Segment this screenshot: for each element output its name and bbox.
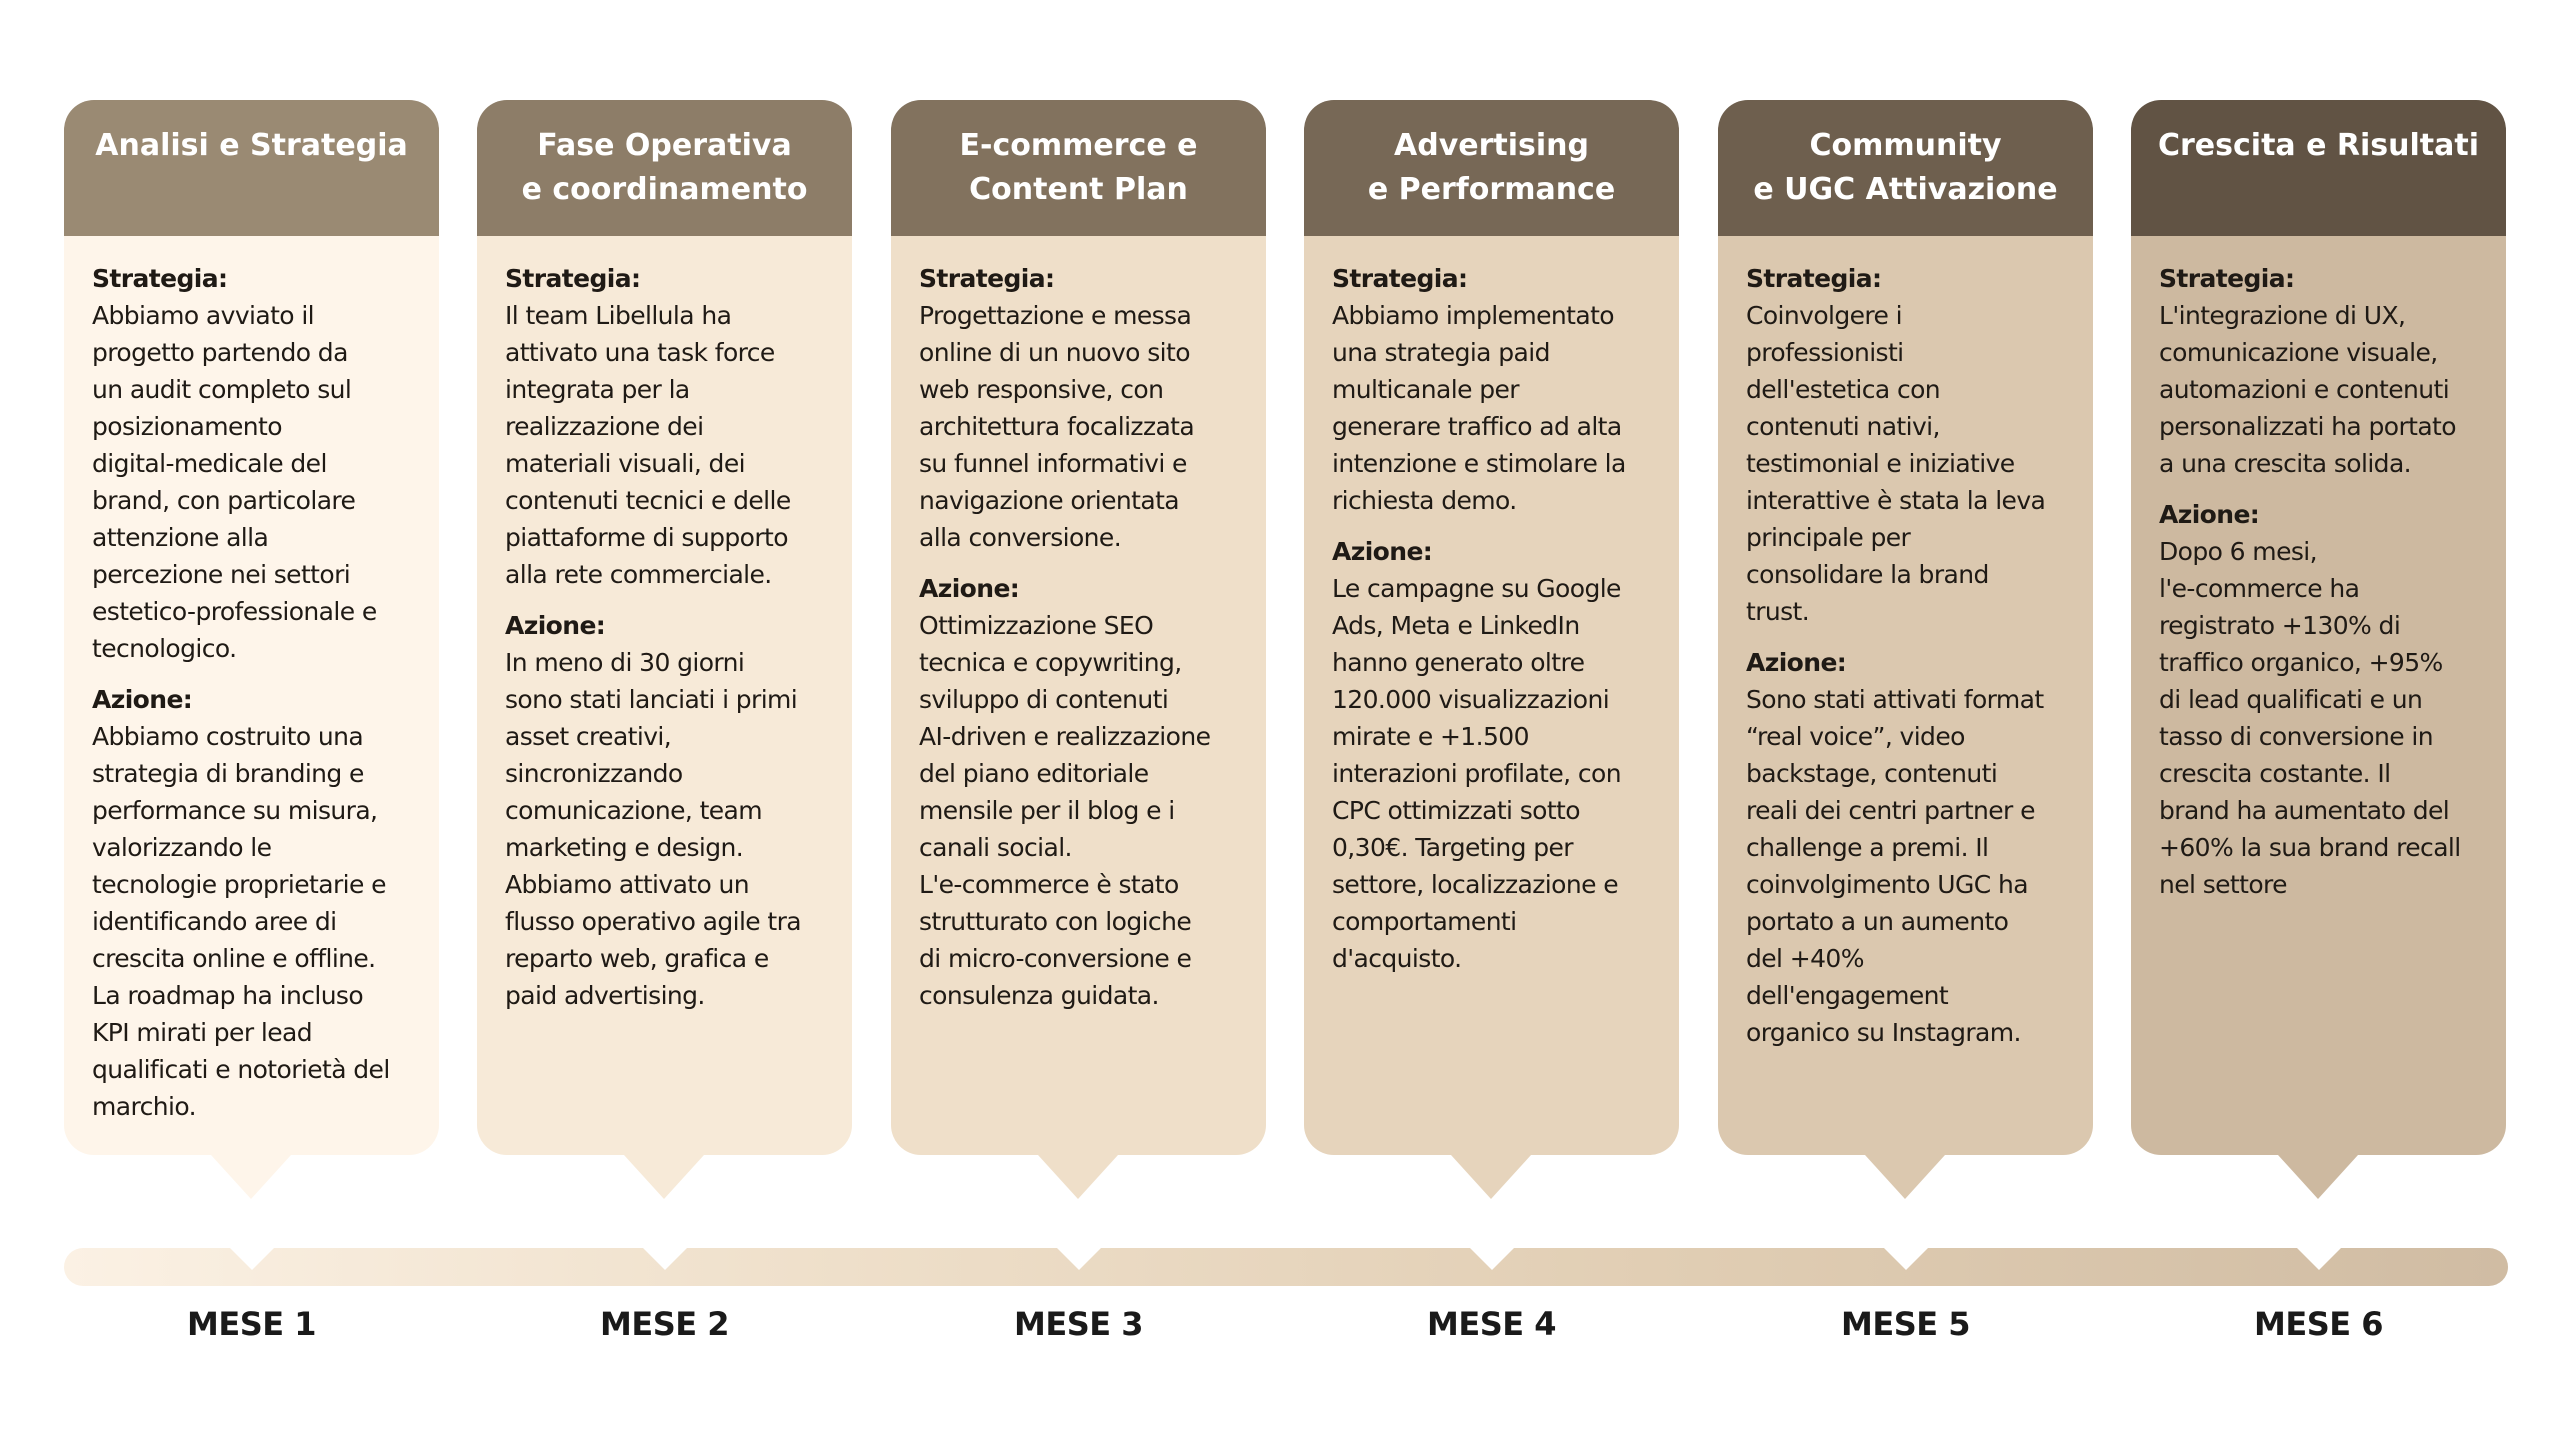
strategy-text: Il team Libellula ha attivato una task force integrata per la realizzazione dei materiali visuali, dei contenuti tecnici e delle piattaforme di supporto alla rete commerciale. xyxy=(505,301,791,589)
phase-card-title: Analisi e Strategia xyxy=(95,128,408,163)
timeline-notch-5 xyxy=(1884,1248,1928,1270)
phase-card-header xyxy=(2131,100,2506,236)
phase-card-content xyxy=(505,260,845,1014)
phase-card-header xyxy=(64,100,439,236)
phase-card-pointer xyxy=(1038,1155,1118,1199)
strategy-label: Strategia: xyxy=(919,264,1055,293)
strategy-label: Strategia: xyxy=(92,264,228,293)
phase-card-5 xyxy=(1718,100,2093,1155)
timeline-notch-3 xyxy=(1057,1248,1101,1270)
action-text: In meno di 30 giorni sono stati lanciati i primi asset creativi, sincronizzando comunicazione, team marketing e design. Abbiamo attivato un flusso operativo agile tra reparto web, grafica e paid advertising. xyxy=(505,648,802,1010)
action-label: Azione: xyxy=(1332,537,1433,566)
phase-card-title: E-commerce e Content Plan xyxy=(959,128,1198,207)
phase-card-content xyxy=(2159,260,2499,903)
strategy-text: Abbiamo implementato una strategia paid multicanale per generare traffico ad alta intenzione e stimolare la richiesta demo. xyxy=(1332,301,1626,515)
action-text: Sono stati attivati format “real voice”, video backstage, contenuti reali dei centri partner e challenge a premi. Il coinvolgimento UGC ha portato a un aumento del +40% dell'engagement organico su Instagram. xyxy=(1746,685,2044,1047)
strategy-label: Strategia: xyxy=(1332,264,1468,293)
phase-card-title: Advertising e Performance xyxy=(1367,128,1616,207)
phase-card-3 xyxy=(891,100,1266,1155)
strategy-text: Coinvolgere i professionisti dell'estetica con contenuti nativi, testimonial e iniziative interattive è stata la leva principale per consolidare la brand trust. xyxy=(1746,301,2046,626)
strategy-text: Abbiamo avviato il progetto partendo da un audit completo sul posizionamento digital-medicale del brand, con particolare attenzione alla percezione nei settori estetico-professionale e tecnologico. xyxy=(92,301,377,663)
phase-card-header xyxy=(477,100,852,236)
timeline-notch-4 xyxy=(1470,1248,1514,1270)
phase-card-4 xyxy=(1304,100,1679,1155)
month-label-2: MESE 2 xyxy=(599,1305,729,1343)
phase-card-title: Community e UGC Attivazione xyxy=(1753,128,2058,207)
phase-card-6 xyxy=(2131,100,2506,1155)
phase-card-2 xyxy=(477,100,852,1155)
phase-card-pointer xyxy=(2278,1155,2358,1199)
timeline-notch-6 xyxy=(2297,1248,2341,1270)
phase-card-pointer xyxy=(211,1155,291,1199)
phase-card-title: Fase Operativa e coordinamento xyxy=(521,128,808,207)
strategy-label: Strategia: xyxy=(505,264,641,293)
month-label-6: MESE 6 xyxy=(2253,1305,2383,1343)
action-label: Azione: xyxy=(92,685,193,714)
action-text: Dopo 6 mesi, l'e-commerce ha registrato +130% di traffico organico, +95% di lead qualificati e un tasso di conversione in crescita costante. Il brand ha aumentato del +60% la sua brand recall nel settore xyxy=(2159,537,2461,899)
action-label: Azione: xyxy=(505,611,606,640)
phase-card-pointer xyxy=(1451,1155,1531,1199)
phase-card-content xyxy=(919,260,1259,1014)
action-label: Azione: xyxy=(1746,648,1847,677)
phase-card-header xyxy=(1718,100,2093,236)
action-text: Le campagne su Google Ads, Meta e LinkedIn hanno generato oltre 120.000 visualizzazioni mirate e +1.500 interazioni profilate, con CPC ottimizzati sotto 0,30€. Targeting per settore, localizzazione e comportamenti d'acquisto. xyxy=(1332,574,1621,973)
month-label-3: MESE 3 xyxy=(1013,1305,1143,1343)
phase-card-content xyxy=(1746,260,2086,1051)
month-label-1: MESE 1 xyxy=(186,1305,316,1343)
timeline-notch-1 xyxy=(230,1248,274,1270)
timeline-bar xyxy=(64,1248,2508,1286)
month-label-4: MESE 4 xyxy=(1426,1305,1556,1343)
phase-card-header xyxy=(1304,100,1679,236)
phase-card-content xyxy=(92,260,432,1125)
month-label-5: MESE 5 xyxy=(1840,1305,1970,1343)
phase-card-content xyxy=(1332,260,1672,977)
strategy-label: Strategia: xyxy=(1746,264,1882,293)
phase-card-1 xyxy=(64,100,439,1155)
strategy-text: Progettazione e messa online di un nuovo sito web responsive, con architettura focalizzata su funnel informativi e navigazione orientata alla conversione. xyxy=(919,301,1195,552)
phase-card-pointer xyxy=(624,1155,704,1199)
action-label: Azione: xyxy=(2159,500,2260,529)
timeline-notch-2 xyxy=(643,1248,687,1270)
phase-card-title: Crescita e Risultati xyxy=(2158,128,2479,163)
phase-card-header xyxy=(891,100,1266,236)
strategy-label: Strategia: xyxy=(2159,264,2295,293)
strategy-text: L'integrazione di UX, comunicazione visuale, automazioni e contenuti personalizzati ha portato a una crescita solida. xyxy=(2159,301,2456,478)
phase-card-pointer xyxy=(1865,1155,1945,1199)
action-text: Ottimizzazione SEO tecnica e copywriting, sviluppo di contenuti AI-driven e realizzazione del piano editoriale mensile per il blog e i canali social. L'e-commerce è stato strutturato con logiche di micro-conversione e consulenza guidata. xyxy=(919,611,1211,1010)
action-text: Abbiamo costruito una strategia di branding e performance su misura, valorizzando le tecnologie proprietarie e identificando aree di crescita online e offline. La roadmap ha incluso KPI mirati per lead qualificati e notorietà del marchio. xyxy=(92,722,390,1121)
action-label: Azione: xyxy=(919,574,1020,603)
